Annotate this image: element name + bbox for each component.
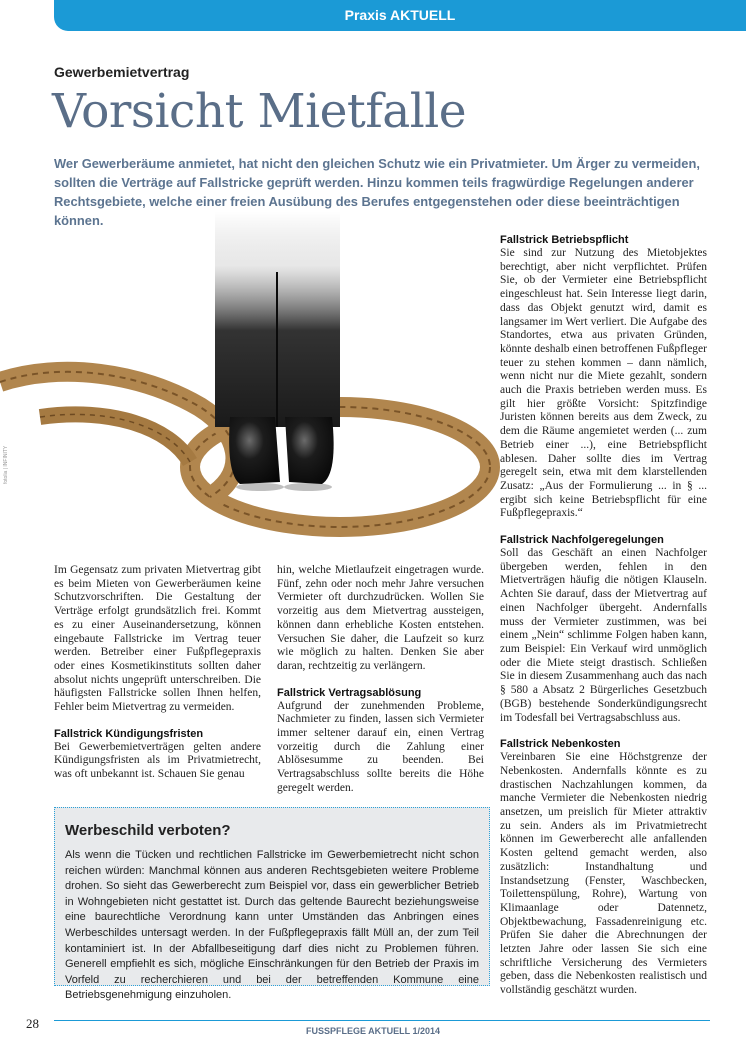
heading-nachfolgeregelungen: Fallstrick Nachfolgeregelungen <box>500 534 664 547</box>
heading-betriebspflicht: Fallstrick Betriebspflicht <box>500 234 629 246</box>
paragraph-betriebspflicht: Sie sind zur Nutzung des Mietobjektes berechtigt, aber nicht verpflichtet. Prüfen Sie, ob der Vermieter eine Betriebspflicht eingeschleust hat. Sein Interesse liegt darin, dass das Objekt genutzt wird, damit es langsamer im Wert verliert. Die Aufgabe des Standortes, etwa aus privaten Gründen, könnte deshalb einen betroffenen Fußpfleger teuer zu stehen kommen – dann nämlich, wenn nicht nur die Miete gezahlt, sondern auch die Praxis betrieben werden muss. Es gilt hier größte Vorsicht: Spitzfindige Juristen können bereits aus dem Zweck, zu dem die Räume angemietet werden (... zum Betrieb einer ...), eine Betriebspflicht ablesen. Daher sollte dies im Vertrag geregelt sein, etwa mit dem klarstellenden Zusatz: „Aus der Formulierung ... in § ... ergibt sich keine Betriebspflicht für eine Fußpflegepraxis.“ <box>500 247 707 520</box>
column-2 <box>277 564 484 796</box>
paragraph-kuendigungsfristen: Bei Gewerbemietverträgen gelten andere Kündigungsfristen als im Privatmietrecht, was oft unbekannt ist. Schauen Sie genau <box>54 740 261 781</box>
photo-credit: fotolia | INFINITY <box>3 445 9 484</box>
heading-nebenkosten: Fallstrick Nebenkosten <box>500 738 621 751</box>
article-lead: Wer Gewerberäume anmietet, hat nicht den gleichen Schutz wie ein Privatmieter. Um Ärger zu vermeiden, sollten die Verträge auf Fallstricke geprüft werden. Hinzu kommen teils fragwürdige Regelungen anderer Rechtsgebiete, welche einer freien Ausübung des Berufes entgegenstehen oder diese beeinträchtigen können. <box>54 156 700 228</box>
journal-name: FUSSPFLEGE AKTUELL 1/2014 <box>305 1026 441 1036</box>
article-headline: Vorsicht Mietfalle <box>52 84 467 139</box>
footer-rule <box>54 1020 710 1021</box>
sidebar-box <box>54 807 490 1002</box>
paragraph-nachfolgeregelungen: Soll das Geschäft an einen Nachfolger übergeben werden, fehlen in den Mietverträgen häufig die nötigen Klauseln. Achten Sie darauf, dass der Mietvertrag auf einen Nachfolger übergeht. Andernfalls muss der Vermieter zustimmen, was bei einem „Nein“ schlimme Folgen haben kann, zum Beispiel: Ein Verkauf wird unmöglich oder die Miete steigt drastisch. Schließen Sie in diesem Zusammenhang auch das nach § 580 a Absatz 2 Bürgerliches Gesetzbuch (BGB) bestehende Sonderkündigungsrecht im Todesfall bei Vertragsabschluss aus. <box>500 547 707 724</box>
page-number: 28 <box>26 1016 39 1031</box>
box-text: Als wenn die Tücken und rechtlichen Fallstricke im Gewerbemietrecht nicht schon reichen würden: Manchmal können aus anderen Rechtsgebieten weitere Probleme drohen. So sieht das Gewerberecht zum Beispiel vor, dass ein gewerblicher Betrieb in Wohngebieten nicht gestattet ist. Durch das geltende Baurecht beziehungsweise eine baurechtliche Verordnung kann unter Umständen das Anbringen eines Werbeschildes untersagt werden. In der Fußpflegepraxis fällt Müll an, der zum Teil kontaminiert ist. In der Abfallbeseitigung darf dies nicht zu Problemen führen. Generell empfiehlt es sich, mögliche Einschränkungen für den Betrieb der Praxis im Vorfeld zu recherchieren und bei der betreffenden Kommune eine Betriebsgenehmigung einzuholen. <box>65 849 479 1002</box>
paragraph-laufzeit: hin, welche Mietlaufzeit eingetragen wurde. Fünf, zehn oder noch mehr Jahre versuchen Vermieter oft durchzudrücken. Wollen Sie vorzeitig aus dem Mietvertrag aussteigen, können dann erhebliche Kosten entstehen. Versuchen Sie daher, die Laufzeit so kurz wie möglich zu halten. Denken Sie aber daran, rechtzeitig zu verlängern. <box>277 564 484 672</box>
article-kicker: Gewerbemietvertrag <box>54 64 190 80</box>
section-header-bar <box>54 0 746 31</box>
heading-kuendigungsfristen: Fallstrick Kündigungsfristen <box>54 727 204 740</box>
column-1 <box>54 564 261 782</box>
article-photo <box>0 212 500 554</box>
section-title: Praxis AKTUELL <box>344 7 456 23</box>
intro-paragraph: Im Gegensatz zum privaten Mietvertrag gibt es beim Mieten von Gewerberäumen keine Schutzvorschriften. Die Gestaltung der Verträge erfolgt grundsätzlich frei. Kommt es zu einer Auseinandersetzung, können eingebaute Fallstricke im Vertrag teuer werden. Betreiber einer Fußpflegepraxis oder eines Kosmetikinstituts sollten daher absolut nichts ungeprüft unterschreiben. Die häufigsten Fallstricke sollen Ihnen helfen, Fehler beim Mietvertrag zu vermeiden. <box>54 564 261 714</box>
column-3 <box>500 233 707 998</box>
paragraph-nebenkosten: Vereinbaren Sie eine Höchstgrenze der Nebenkosten. Andernfalls könnte es zu drastischen Nachzahlungen kommen, da manche Vermieter die Nebenkosten niedrig ansetzen, um preislich für Mieter attraktiv zu sein. Anders als im Privatmietrecht können im Gewerberecht alle anfallenden Kosten geltend gemacht werden, also zusätzlich: Instandhaltung und Instandsetzung (Fenster, Waschbecken, Toilettenspülung, Rohre), Wartung von Klimaanlage oder Datennetz, Objektbewachung, Fassadenreinigung etc. Prüfen Sie daher die Abrechnungen der letzten Jahre oder lassen Sie sich eine schriftliche Versicherung des Vermieters geben, dass die Nebenkosten realistisch und vollständig geschätzt wurden. <box>500 751 707 997</box>
box-title: Werbeschild verboten? <box>65 822 231 839</box>
paragraph-vertragsabloesung: Aufgrund der zunehmenden Probleme, Nachmieter zu finden, lassen sich Vermieter immer seltener darauf ein, einen Vertrag vorzeitig durch die Zahlung einer Ablösesumme zu beenden. Bei Vertragsabschluss sollte bereits die Höhe geregelt werden. <box>277 699 484 794</box>
heading-vertragsabloesung: Fallstrick Vertragsablösung <box>277 686 422 699</box>
